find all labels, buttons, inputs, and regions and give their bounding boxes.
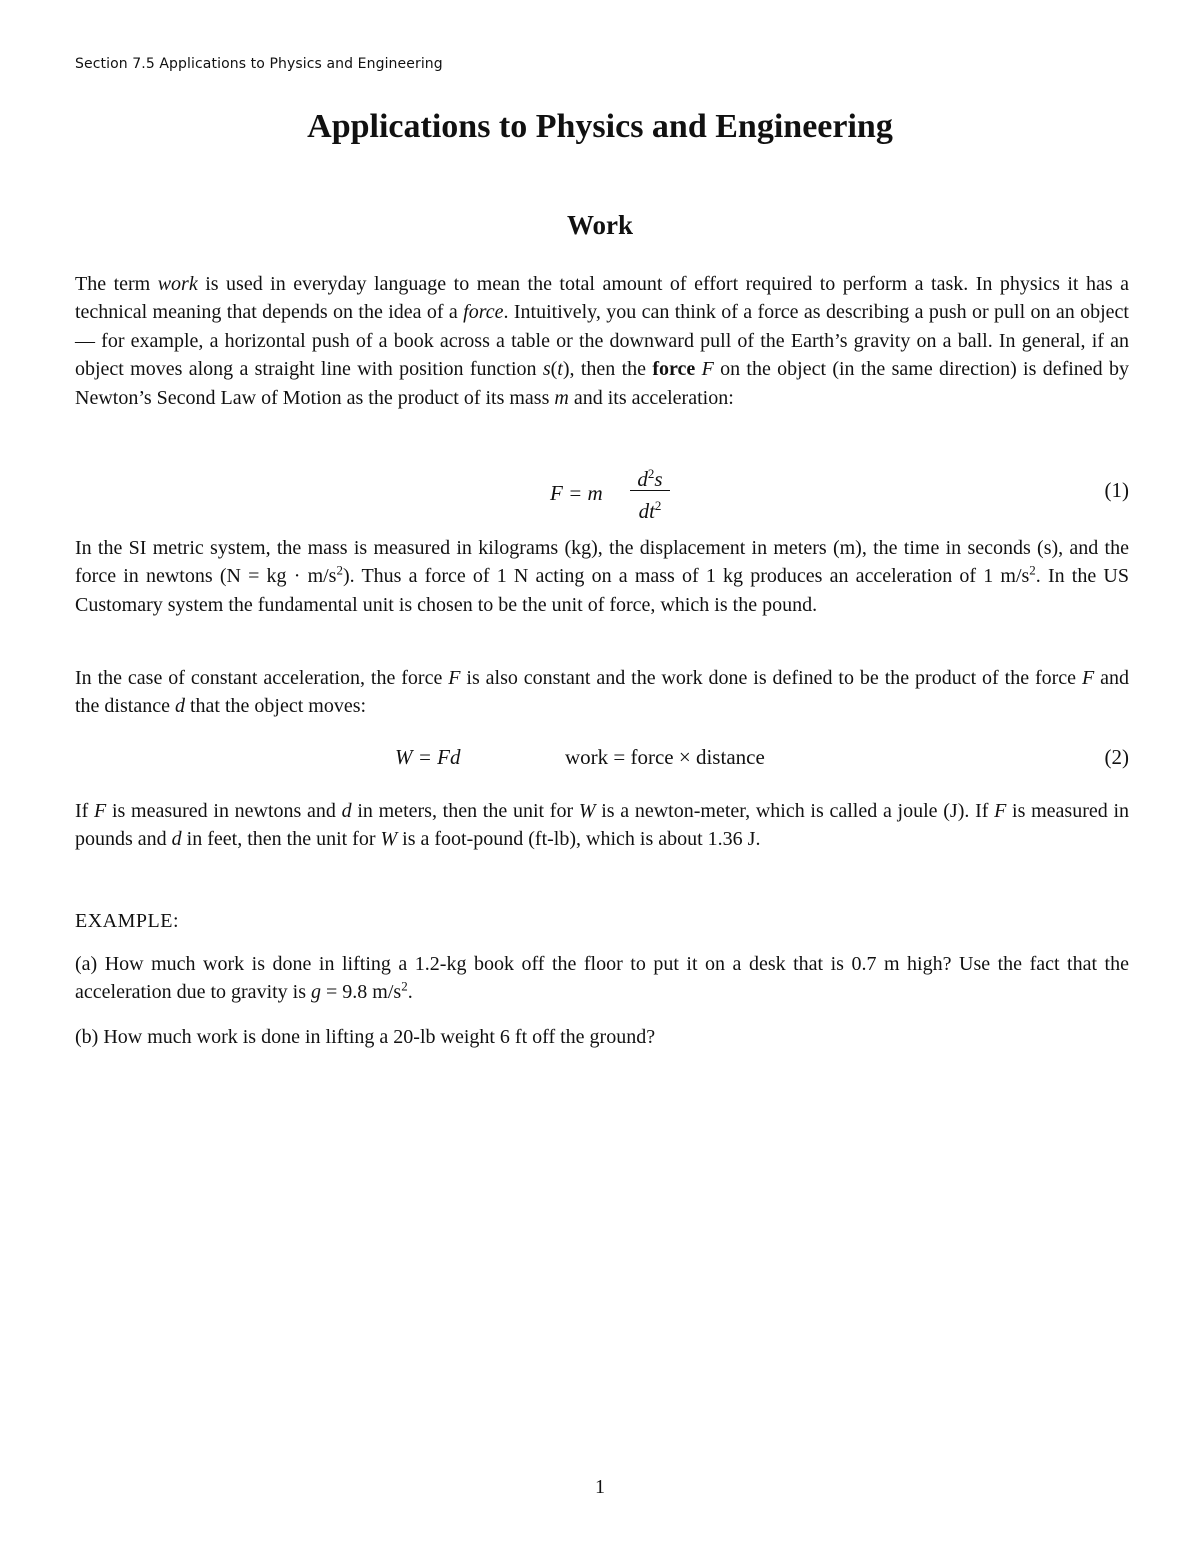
math-variable: dt [638, 499, 655, 523]
text-run: . [407, 981, 413, 1004]
equation-number: (1) [1104, 478, 1129, 502]
math-variable: F [448, 667, 461, 689]
text-run: and its acceleration: [568, 386, 734, 409]
fraction-numerator [630, 458, 670, 490]
exponent: 2 [401, 978, 408, 994]
text-run: is used in everyday language to mean the total amount of effort required to perform a task. In physics it has a technical meaning that depends on the idea of a [75, 273, 1129, 324]
text-run: is a newton-meter, which is called a joule (J). If [595, 800, 995, 822]
exponent: 2 [336, 562, 343, 578]
equation-1 [75, 458, 1129, 528]
math-variable: t [557, 358, 563, 381]
text-run: ). Thus a force of 1 N acting on a mass of 1 kg produces an acceleration of 1 m/s [342, 565, 1030, 588]
math-variable: F [994, 800, 1007, 822]
text-run: In the SI metric system, the mass is measured in kilograms (kg), the displacement in meters (m), the time in seconds (s), and the force in newtons (N = kg · m/s [75, 537, 1129, 588]
text-run: in feet, then the unit for [181, 828, 381, 851]
text-run: . Intuitively, you can think of a force as describing a push or pull on an object — for example, a horizontal push of a book across a table or the downward pull of the Earth’s gravity on a ball. In general, if an object moves along a straight line with position function [75, 301, 1129, 381]
text-run: is measured in newtons and [106, 800, 342, 822]
section-heading: Work [566, 210, 633, 240]
math-variable: F [1081, 667, 1095, 689]
exponent: 2 [654, 498, 662, 513]
math-variable: s [654, 467, 663, 491]
math-variable: d [341, 800, 352, 822]
page-number: 1 [595, 1476, 605, 1498]
equation-1-lhs: F = m [550, 481, 603, 505]
equation-2-rhs: work = force × distance [565, 745, 765, 769]
page-title: Applications to Physics and Engineering [307, 108, 893, 145]
exponent: 2 [1029, 562, 1036, 578]
math-variable: g [311, 981, 322, 1004]
intro-paragraph: The term work is used in everyday language to mean the total amount of effort required to perform a task. In physics it has a technical meaning that depends on the idea of a force. Intuitively, you can think of a force as describing a push or pull on an object — for example, a horizontal push of a book across a table or the downward pull of the Earth’s gravity on a ball. In general, if an object moves along a straight line with position function s(t), then the force F on the object (in the same direction) is defined by Newton’s Second Law of Motion as the product of its mass m and its acceleration: [75, 273, 1129, 409]
units-of-work-paragraph [75, 797, 1129, 854]
math-variable: F [701, 358, 714, 381]
work-definition-paragraph [75, 664, 1129, 721]
example-label: EXAMPLE: [75, 910, 179, 932]
math-variable: d [637, 467, 648, 491]
text-run: that the object moves: [184, 695, 367, 718]
text-run: and the distance [75, 667, 1129, 718]
math-variable: s [542, 358, 551, 381]
fraction [630, 458, 670, 521]
text-run: The term [75, 273, 158, 295]
text-run: is also constant and the work done is defined to be the product of the force [460, 667, 1082, 689]
emphasis-force: force [463, 301, 504, 324]
bold-term-force: force [652, 358, 696, 381]
text-run: is measured in pounds and [75, 800, 1130, 851]
text-run: = 9.8 m/s [321, 981, 402, 1004]
example-part-b: (b) How much work is done in lifting a 20-lb weight 6 ft off the ground? [75, 1026, 656, 1048]
equation-number: (2) [1104, 745, 1129, 769]
math-variable: F [94, 800, 107, 822]
emphasis-work: work [157, 273, 198, 295]
text-run: , then the [569, 358, 653, 381]
equation-2 [75, 745, 1129, 775]
text-run: on the object (in the same direction) is defined by Newton’s Second Law of Motion as the product of its mass [75, 358, 1129, 409]
math-variable: m [554, 386, 569, 409]
math-variable: d [174, 695, 185, 718]
text-run: . In the US Customary system the fundamental unit is chosen to be the unit of force, which is the pound. [75, 565, 1129, 616]
exponent: 2 [647, 466, 655, 481]
math-variable: W [380, 828, 398, 851]
math-variable: W [578, 800, 596, 822]
math-variable: d [171, 828, 182, 851]
text-run: (a) How much work is done in lifting a 1.2-kg book off the floor to put it on a desk that is 0.7 m high? Use the fact that the acceleration due to gravity is [75, 953, 1129, 1004]
example-part-a [75, 950, 1129, 1007]
text-run: in meters, then the unit for [351, 800, 579, 822]
running-head: Section 7.5 Applications to Physics and Engineering [75, 56, 443, 72]
text-run: is a foot-pound (ft-lb), which is about 1.36 J. [397, 828, 761, 851]
text-run: If [75, 800, 95, 822]
text-run: In the case of constant acceleration, the force [75, 667, 449, 689]
equation-2-lhs: W = Fd [395, 745, 461, 769]
units-paragraph [75, 534, 1129, 619]
fraction-denominator [630, 491, 670, 521]
